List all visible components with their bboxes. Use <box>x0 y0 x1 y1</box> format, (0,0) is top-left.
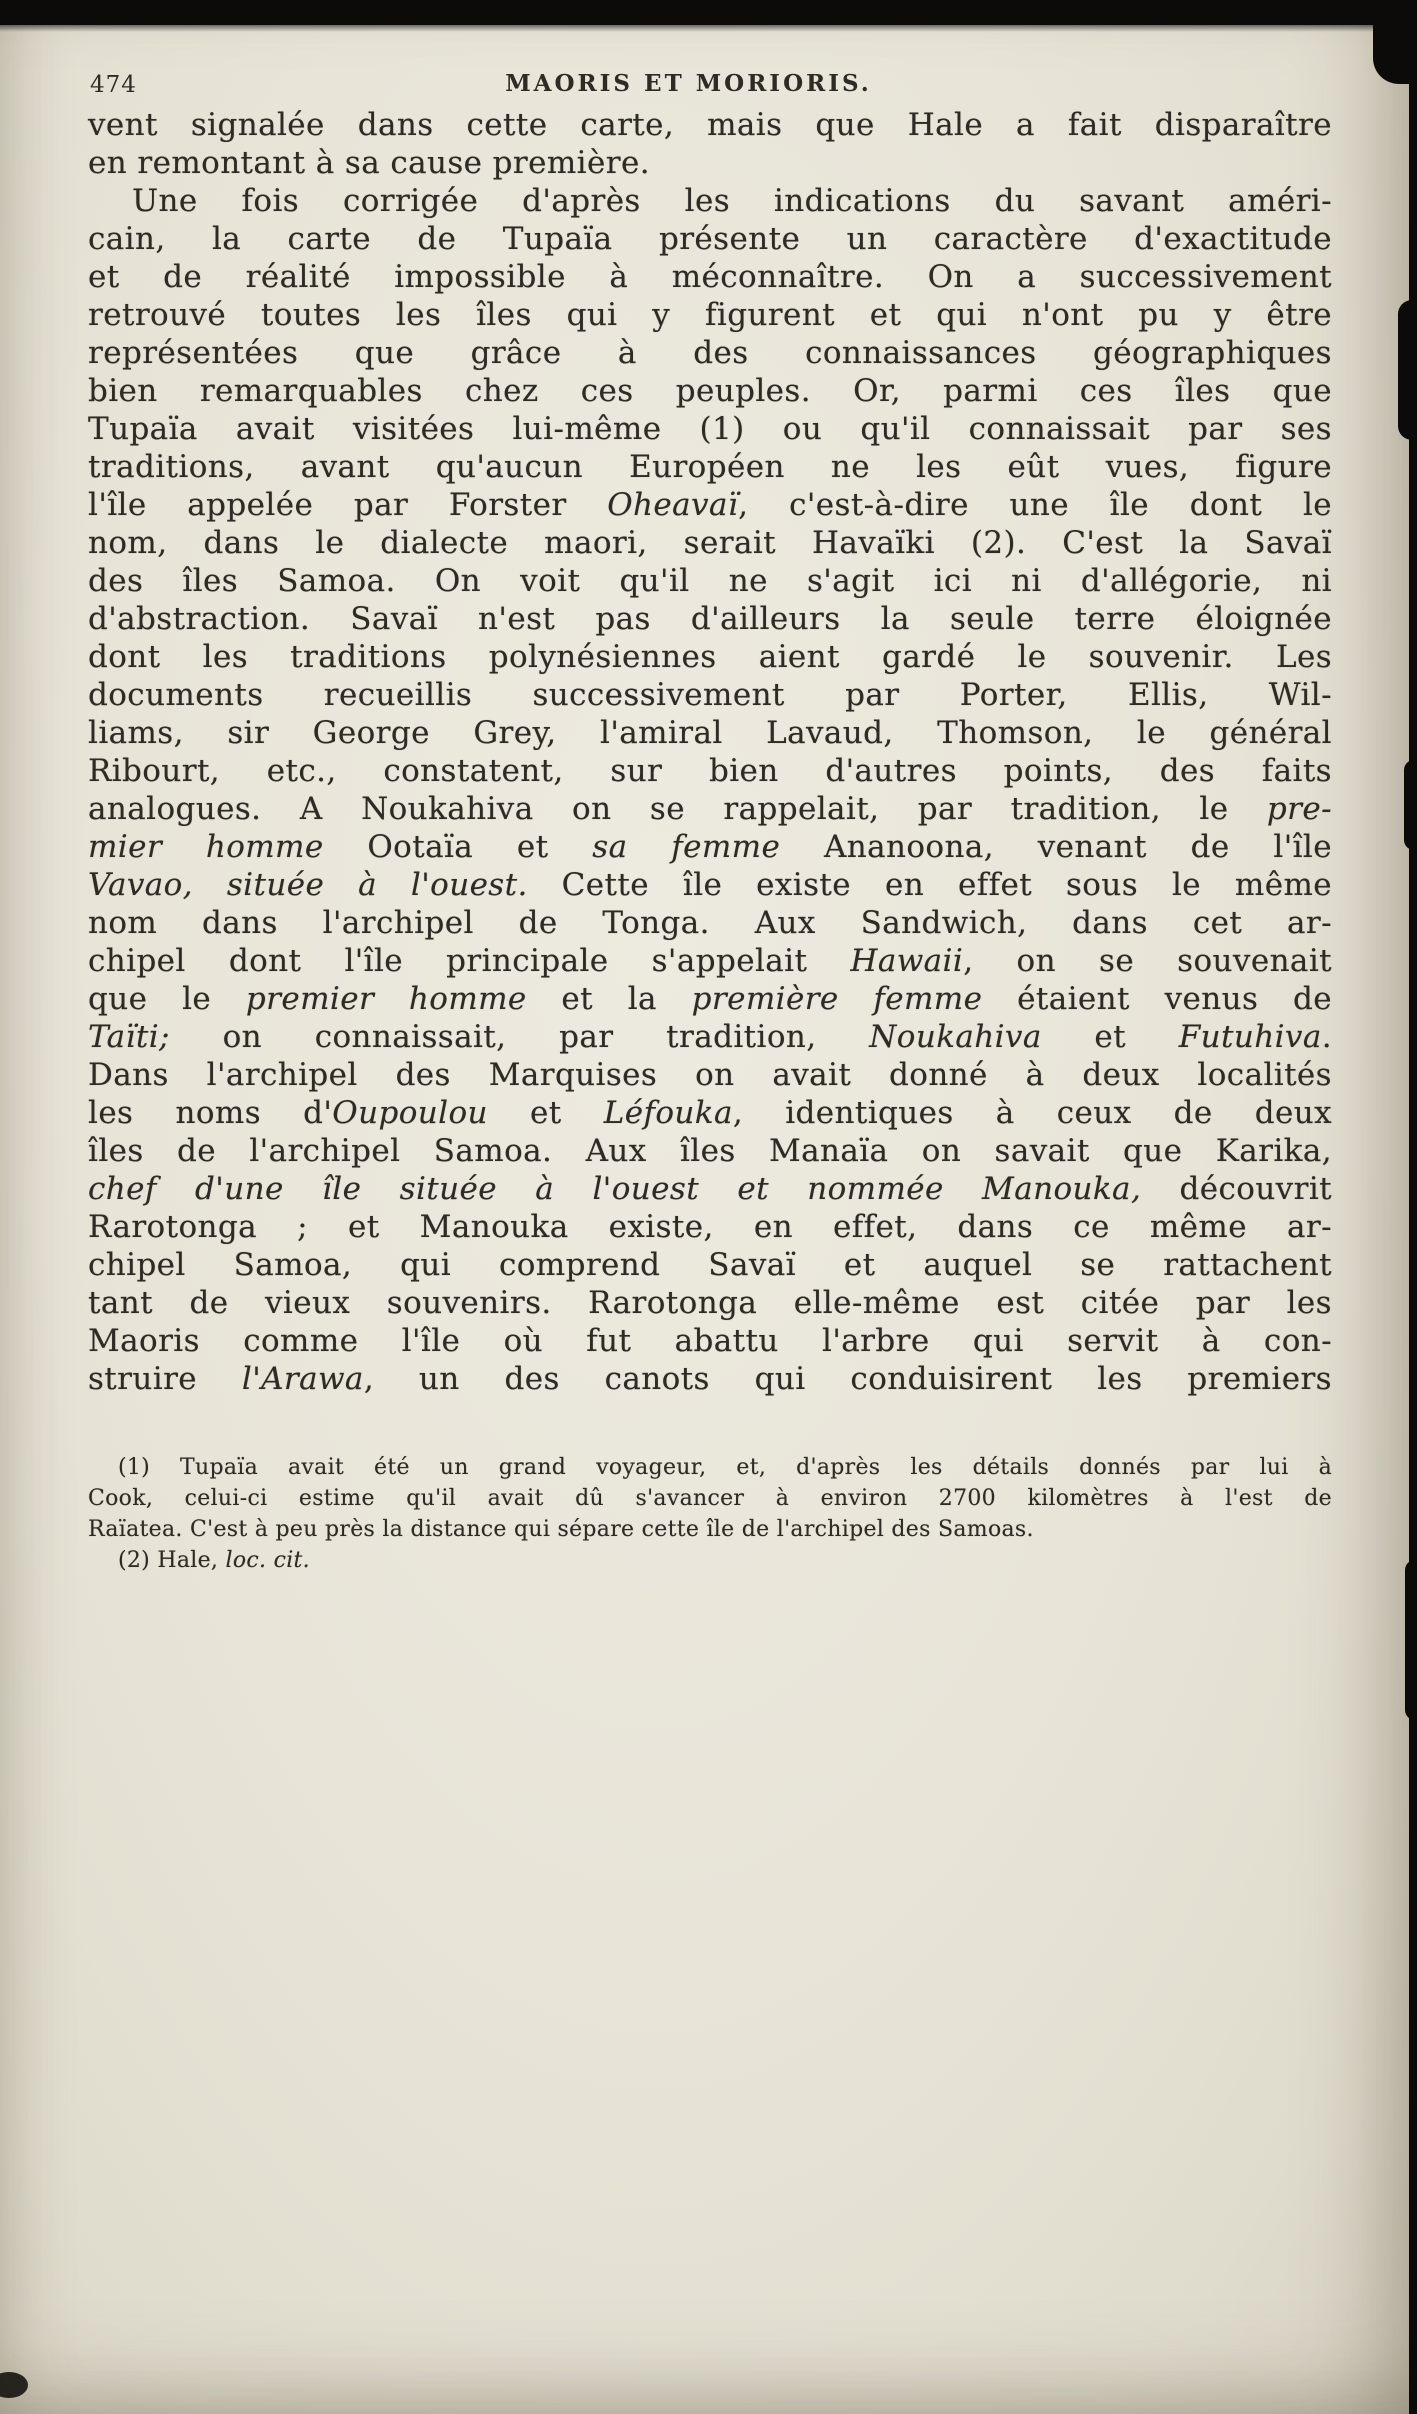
scan-blot-right-lower <box>1405 1560 1417 1720</box>
text-line: bien remarquables chez ces peuples. Or, parmi ces îles que <box>88 373 1332 409</box>
text-line: dont les traditions polynésiennes aient gardé le souvenir. Les <box>88 639 1332 675</box>
scan-blot-right-middle <box>1404 760 1417 850</box>
text-line: Tupaïa avait visitées lui-même (1) ou qu'il connaissait par ses <box>88 411 1332 447</box>
text-line: (1) Tupaïa avait été un grand voyageur, et, d'après les détails donnés par lui à <box>118 1455 1332 1480</box>
text-line: Raïatea. C'est à peu près la distance qui sépare cette île de l'archipel des Samoas. <box>88 1517 1034 1542</box>
text-line: que le premier homme et la première femme étaient venus de <box>88 981 1332 1017</box>
text-line: analogues. A Noukahiva on se rappelait, par tradition, le pre- <box>88 791 1332 827</box>
text-line: Une fois corrigée d'après les indications du savant améri- <box>132 183 1332 219</box>
text-line: chipel dont l'île principale s'appelait Hawaii, on se souvenait <box>88 943 1332 979</box>
text-line: cain, la carte de Tupaïa présente un caractère d'exactitude <box>88 221 1332 257</box>
text-line: retrouvé toutes les îles qui y figurent et qui n'ont pu y être <box>88 297 1332 333</box>
text-line: des îles Samoa. On voit qu'il ne s'agit ici ni d'allégorie, ni <box>88 563 1332 599</box>
text-line: tant de vieux souvenirs. Rarotonga elle-même est citée par les <box>88 1285 1332 1321</box>
text-line: nom dans l'archipel de Tonga. Aux Sandwich, dans cet ar- <box>88 905 1332 941</box>
text-line: vent signalée dans cette carte, mais que Hale a fait disparaître <box>88 107 1332 143</box>
text-line: traditions, avant qu'aucun Européen ne les eût vues, figure <box>88 449 1332 485</box>
scan-corner-top-right <box>1373 0 1417 84</box>
text-line: les noms d'Oupoulou et Léfouka, identiques à ceux de deux <box>88 1095 1332 1131</box>
text-line: documents recueillis successivement par Porter, Ellis, Wil- <box>88 677 1332 713</box>
page-number: 474 <box>90 72 137 98</box>
text-line: Taïti; on connaissait, par tradition, Noukahiva et Futuhiva. <box>88 1019 1332 1055</box>
text-line: chipel Samoa, qui comprend Savaï et auquel se rattachent <box>88 1247 1332 1283</box>
text-line: îles de l'archipel Samoa. Aux îles Manaïa on savait que Karika, <box>88 1133 1332 1169</box>
body-text <box>88 106 1332 1398</box>
text-line: Maoris comme l'île où fut abattu l'arbre qui servit à con- <box>88 1323 1332 1359</box>
scan-edge-top-shadow <box>0 25 1417 32</box>
text-line: liams, sir George Grey, l'amiral Lavaud, Thomson, le général <box>88 715 1332 751</box>
text-line: struire l'Arawa, un des canots qui conduisirent les premiers <box>88 1361 1332 1397</box>
running-header: MAORIS ET MORIORIS. <box>505 70 872 97</box>
text-line: Ribourt, etc., constatent, sur bien d'autres points, des faits <box>88 753 1332 789</box>
text-line: mier homme Ootaïa et sa femme Ananoona, venant de l'île <box>88 829 1332 865</box>
text-line: chef d'une île située à l'ouest et nommée Manouka, découvrit <box>88 1171 1332 1207</box>
text-line: Cook, celui-ci estime qu'il avait dû s'avancer à environ 2700 kilomètres à l'est de <box>88 1486 1332 1511</box>
scan-blot-right-upper <box>1398 300 1417 440</box>
text-line: Rarotonga ; et Manouka existe, en effet, dans ce même ar- <box>88 1209 1332 1245</box>
text-line: Vavao, située à l'ouest. Cette île existe en effet sous le même <box>88 867 1333 903</box>
scan-mark-bottom-left <box>0 2372 28 2398</box>
text-line: en remontant à sa cause première. <box>88 145 650 181</box>
footnotes <box>88 1452 1332 1576</box>
text-line: représentées que grâce à des connaissances géographiques <box>88 335 1332 371</box>
text-line: (2) Hale, loc. cit. <box>118 1548 310 1573</box>
text-line: d'abstraction. Savaï n'est pas d'ailleurs la seule terre éloignée <box>88 601 1332 637</box>
text-line: nom, dans le dialecte maori, serait Havaïki (2). C'est la Savaï <box>88 525 1332 561</box>
scan-edge-top <box>0 0 1417 25</box>
text-line: l'île appelée par Forster Oheavaï, c'est-à-dire une île dont le <box>88 487 1332 523</box>
text-line: Dans l'archipel des Marquises on avait donné à deux localités <box>88 1057 1332 1093</box>
text-line: et de réalité impossible à méconnaître. On a successivement <box>88 259 1332 295</box>
